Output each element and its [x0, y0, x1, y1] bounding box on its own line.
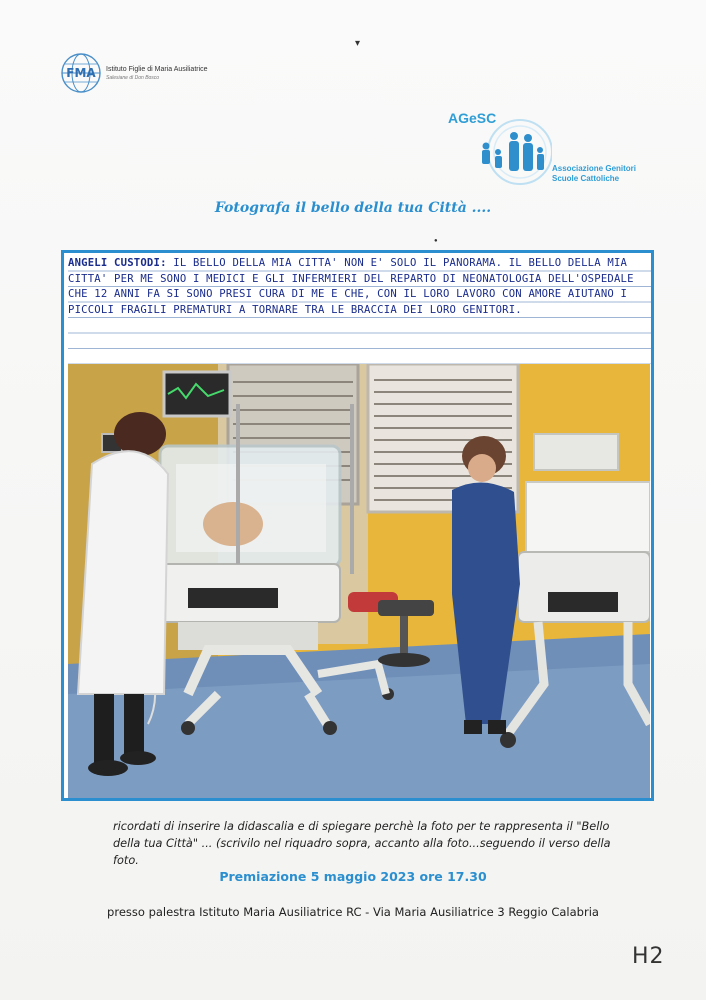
handwritten-caption [68, 256, 651, 364]
nicu-photo [68, 364, 650, 798]
ink-dot: ● [434, 238, 438, 244]
caption-text: IL BELLO DELLA MIA CITTA' NON E' SOLO IL PANORAMA. IL BELLO DELLA MIA CITTA' PER ME SONO I MEDICI E GLI INFERMIERI DEL REPARTO DI NEONATOLOGIA DELL'OSPEDALE CHE 12 ANNI FA SI SONO PRESI CURA DI ME E CHE, CON IL LORO LAVORO CON AMORE AIUTANO I PICCOLI FRAGILI PREMATURI A TORNARE TRA LE BRACCIA DEI LORO GENITORI. [68, 257, 634, 316]
caption-title: ANGELI CUSTODI: [68, 257, 167, 269]
agesc-name [552, 164, 636, 184]
award-date: Premiazione 5 maggio 2023 ore 17.30 [219, 869, 487, 884]
agesc-logo [444, 108, 659, 193]
venue-address: presso palestra Istituto Maria Ausiliatrice RC - Via Maria Ausiliatrice 3 Reggio Calabria [107, 905, 599, 919]
family-icon [470, 114, 552, 190]
ink-mark: ▾ [355, 38, 361, 49]
nicu-scene [68, 364, 650, 798]
globe-icon [60, 52, 102, 94]
instruction-note: ricordati di inserire la didascalia e di spiegare perchè la foto per te rappresenta il "Bello della tua Città" ... (scrivilo nel riquadro sopra, accanto alla foto...seguendo il verso della foto. [113, 820, 611, 867]
page-headline: Fotografa il bello della tua Città .... [214, 200, 492, 216]
fma-name: Istituto Figlie di Maria Ausiliatrice [106, 65, 208, 73]
fma-subtitle: Salesiane di Don Bosco [106, 74, 160, 81]
agesc-line1: Associazione Genitori [552, 164, 637, 173]
agesc-acronym: AGeSC [448, 110, 497, 126]
agesc-line2: Scuole Cattoliche [552, 174, 620, 183]
fma-logo [60, 52, 208, 94]
photo-frame [61, 250, 654, 801]
handwritten-code: H2 [632, 944, 665, 969]
fma-initials: FMA [66, 66, 96, 80]
